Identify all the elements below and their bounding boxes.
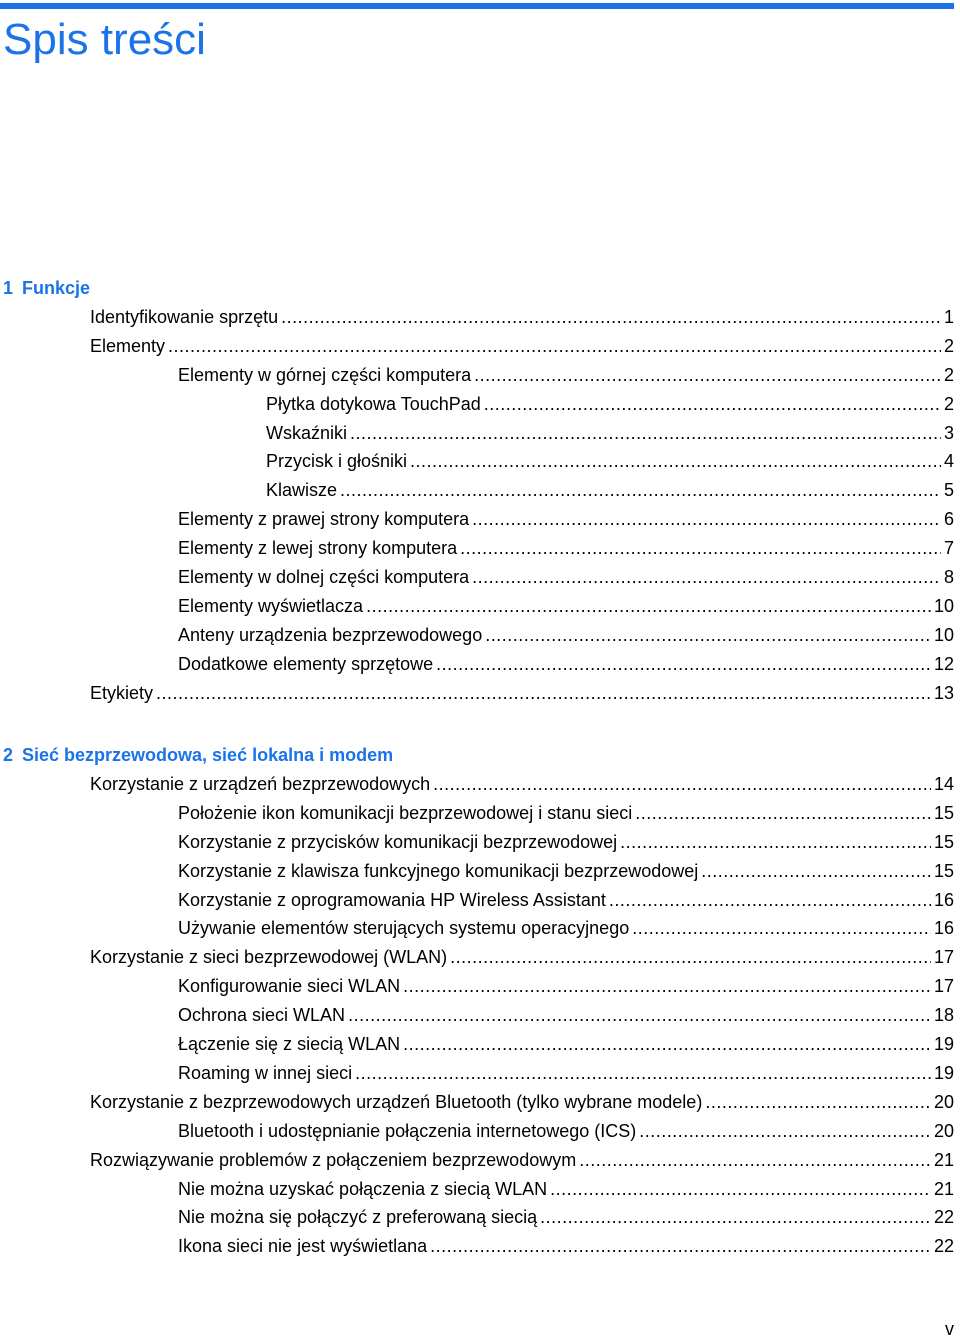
toc-entry[interactable] [178, 1232, 954, 1261]
toc-entry[interactable] [90, 1146, 954, 1175]
toc-entry-title: Bluetooth i udostępnianie połączenia internetowego (ICS) [178, 1120, 637, 1141]
toc-page-number: 22 [933, 1207, 954, 1228]
toc-entry-title: Elementy z prawej strony komputera [178, 509, 470, 530]
toc-entry[interactable] [178, 886, 954, 915]
toc-entry-title: Używanie elementów sterujących systemu operacyjnego [178, 918, 630, 939]
toc-leader-dots [705, 1088, 931, 1117]
toc-page-number: 10 [933, 624, 954, 645]
toc-page-number: 21 [933, 1149, 954, 1170]
toc-page-number: 8 [943, 567, 954, 587]
toc-leader-dots [540, 1203, 931, 1232]
chapter-number: 1 [3, 278, 14, 298]
toc-entry-title: Płytka dotykowa TouchPad [266, 393, 481, 414]
toc-page-number: 13 [933, 682, 954, 703]
toc-page-number: 6 [943, 509, 954, 530]
toc-page-number: 20 [933, 1091, 954, 1112]
toc-page-number: 15 [933, 831, 954, 852]
toc-entry[interactable] [178, 1203, 954, 1232]
toc-leader-dots [474, 361, 941, 390]
toc-entry[interactable] [178, 505, 954, 534]
toc-entry-title: Korzystanie z przycisków komunikacji bezprzewodowej [178, 831, 618, 852]
toc-leader-dots [355, 1059, 931, 1088]
toc-entry[interactable] [178, 563, 954, 592]
toc-entry[interactable] [178, 592, 954, 621]
toc-leader-dots [340, 476, 941, 505]
toc-entry-title: Nie można się połączyć z preferowaną siecią [178, 1207, 538, 1228]
toc-page-number: 18 [933, 1005, 954, 1026]
toc-entry-title: Korzystanie z urządzeń bezprzewodowych [90, 773, 431, 794]
toc-page-number: 16 [933, 889, 954, 910]
toc-page-number: 17 [933, 947, 954, 968]
toc-entry-title: Nie można uzyskać połączenia z siecią WLAN [178, 1178, 548, 1199]
title-rule [0, 3, 954, 9]
toc-leader-dots [484, 390, 941, 419]
toc-entry-title: Roaming w innej sieci [178, 1062, 353, 1083]
toc-leader-dots [635, 799, 931, 828]
toc-leader-dots [348, 1001, 931, 1030]
toc-entry[interactable] [90, 679, 954, 708]
toc-entry-title: Etykiety [90, 682, 154, 703]
toc-entry-title: Korzystanie z sieci bezprzewodowej (WLAN) [90, 947, 448, 968]
toc-entry-title: Wskaźniki [266, 422, 348, 443]
toc-leader-dots [639, 1117, 931, 1146]
toc-entry-title: Elementy w górnej części komputera [178, 364, 472, 385]
toc-entry[interactable] [178, 972, 954, 1001]
toc-leader-dots [156, 679, 931, 708]
toc-entry-title: Konfigurowanie sieci WLAN [178, 976, 401, 997]
toc-leader-dots [485, 621, 931, 650]
toc-page-number: 4 [943, 451, 954, 472]
toc-entry[interactable] [178, 1030, 954, 1059]
toc-entry[interactable] [178, 1059, 954, 1088]
toc-page-number: 10 [933, 595, 954, 616]
toc-entry-title: Klawisze [266, 480, 338, 501]
chapter-heading[interactable] [3, 274, 90, 303]
toc-entry-title: Elementy wyświetlacza [178, 595, 364, 616]
toc-page-number: 7 [943, 538, 954, 559]
toc-leader-dots [609, 886, 931, 915]
toc-page-number: 2 [943, 393, 954, 414]
toc-page-number: 19 [933, 1062, 954, 1083]
toc-page-number: 22 [933, 1236, 954, 1257]
toc-leader-dots [632, 914, 931, 943]
toc-entry-title: Anteny urządzenia bezprzewodowego [178, 624, 483, 645]
toc-entry[interactable] [178, 621, 954, 650]
toc-entry[interactable] [266, 419, 954, 448]
chapter-number: 2 [3, 745, 14, 765]
toc-page-number: 12 [933, 653, 954, 674]
toc-entry[interactable] [90, 1088, 954, 1117]
toc-entry[interactable] [90, 303, 954, 332]
toc-entry[interactable] [178, 1175, 954, 1204]
toc-leader-dots [620, 828, 931, 857]
toc-leader-dots [410, 447, 941, 476]
toc-page-number: 1 [943, 306, 954, 327]
toc-page-number: 2 [943, 364, 954, 385]
toc-leader-dots [433, 770, 931, 799]
toc-entry-title: Korzystanie z klawisza funkcyjnego komunikacji bezprzewodowej [178, 860, 699, 881]
chapter-title: Sieć bezprzewodowa, sieć lokalna i modem [22, 745, 394, 765]
toc-leader-dots [366, 592, 931, 621]
toc-entry[interactable] [178, 857, 954, 886]
toc-leader-dots [168, 332, 941, 361]
toc-entry[interactable] [90, 770, 954, 799]
toc-page-number: 2 [943, 335, 954, 356]
toc-entry-title: Elementy [90, 335, 166, 356]
toc-leader-dots [701, 857, 931, 886]
toc-leader-dots [430, 1232, 931, 1261]
toc-entry[interactable] [266, 476, 954, 505]
toc-entry[interactable] [178, 828, 954, 857]
toc-entry-title: Położenie ikon komunikacji bezprzewodowej i stanu sieci [178, 802, 633, 823]
page-title: Spis treści [3, 15, 206, 64]
toc-entry-title: Korzystanie z bezprzewodowych urządzeń Bluetooth (tylko wybrane modele) [90, 1091, 703, 1112]
toc-page-number: 20 [933, 1120, 954, 1141]
toc-entry-title: Elementy w dolnej części komputera [178, 567, 470, 587]
toc-page-number: 21 [933, 1178, 954, 1199]
toc-entry[interactable] [178, 650, 954, 679]
chapter-heading[interactable] [3, 741, 393, 770]
toc-leader-dots [450, 943, 931, 972]
toc-leader-dots [579, 1146, 931, 1175]
toc-leader-dots [350, 419, 941, 448]
toc-page-number: 19 [933, 1034, 954, 1054]
toc-entry-title: Ochrona sieci WLAN [178, 1005, 346, 1026]
toc-leader-dots [281, 303, 941, 332]
toc-entry-title: Identyfikowanie sprzętu [90, 306, 279, 327]
toc-entry[interactable] [178, 914, 954, 943]
toc-page-number: 17 [933, 976, 954, 997]
toc-entry-title: Korzystanie z oprogramowania HP Wireless Assistant [178, 889, 606, 910]
toc-entry[interactable] [178, 1001, 954, 1030]
toc-entry-title: Łączenie się z siecią WLAN [178, 1034, 401, 1054]
toc-entry-title: Elementy z lewej strony komputera [178, 538, 458, 559]
toc-leader-dots [472, 505, 941, 534]
toc-entry-title: Rozwiązywanie problemów z połączeniem bezprzewodowym [90, 1149, 577, 1170]
toc-leader-dots [403, 1030, 931, 1059]
toc-page-number: 14 [933, 773, 954, 794]
toc-leader-dots [460, 534, 941, 563]
toc-entry[interactable] [178, 361, 954, 390]
toc-page-number: 15 [933, 860, 954, 881]
toc-page-number: 15 [933, 802, 954, 823]
toc-page-number: 16 [933, 918, 954, 939]
toc-leader-dots [550, 1175, 931, 1204]
toc-entry[interactable] [178, 534, 954, 563]
toc-entry-title: Przycisk i głośniki [266, 451, 408, 472]
toc-entry[interactable] [178, 799, 954, 828]
page-number: v [945, 1319, 954, 1339]
toc-leader-dots [436, 650, 931, 679]
toc-leader-dots [472, 563, 941, 592]
toc-entry[interactable] [178, 1117, 954, 1146]
toc-entry-title: Ikona sieci nie jest wyświetlana [178, 1236, 428, 1257]
toc-entry[interactable] [266, 390, 954, 419]
toc-entry[interactable] [90, 332, 954, 361]
toc-entry[interactable] [90, 943, 954, 972]
toc-page-number: 5 [943, 480, 954, 501]
chapter-title: Funkcje [22, 278, 91, 298]
toc-leader-dots [403, 972, 931, 1001]
toc-page-number: 3 [943, 422, 954, 443]
toc-entry[interactable] [266, 447, 954, 476]
toc-entry-title: Dodatkowe elementy sprzętowe [178, 653, 434, 674]
